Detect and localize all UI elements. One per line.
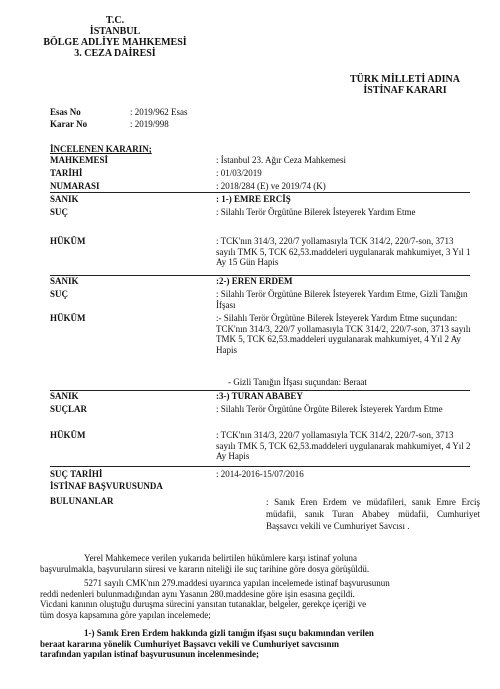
field-value: : İstanbul 23. Ağır Ceza Mahkemesi (216, 155, 346, 165)
field-label: TARİHİ (50, 168, 83, 178)
karar-value: : 2019/998 (130, 119, 169, 129)
court-line-name: BÖLGE ADLİYE MAHKEMESİ (43, 37, 187, 48)
field-value: : 2018/284 (E) ve 2019/74 (K) (216, 181, 326, 191)
paragraph-line: tüm dosya kapsamına göre yapılan incelemede; (40, 609, 211, 620)
court-line-city: İSTANBUL (89, 26, 141, 37)
field-label: MAHKEMESİ (50, 155, 109, 165)
paragraph-line: Vicdani kanının oluştuğu duruşma sürecini yansıtan tutanaklar, belgeler, gerekçe içeriği ve (40, 599, 367, 610)
field-label: BULUNANLAR (50, 496, 114, 506)
court-line-tc: T.C. (105, 15, 125, 26)
field-value: : TCK'nın 314/3, 220/7 yollamasıyla TCK 314/2, 220/7-son, 3713 sayılı TMK 5, TCK 62,53.maddeleri uygulanarak mahkumiyet, 3 Yıl 1 Ay 15 Gün Hapis (216, 236, 471, 267)
field-value: :2-) EREN ERDEM (216, 276, 293, 286)
field-label: İSTİNAF BAŞVURUSUNDA (50, 481, 163, 491)
separator-line (50, 192, 470, 193)
field-label: NUMARASI (50, 181, 100, 191)
field-label: SANIK (50, 276, 79, 286)
court-header (30, 15, 200, 59)
field-label: HÜKÜM (50, 236, 86, 246)
field-label: HÜKÜM (50, 313, 86, 323)
court-line-chamber: 3. CEZA DAİRESİ (74, 48, 156, 59)
field-value: : Silahlı Terör Örgütüne Bilerek İsteyerek Yardım Etme (216, 207, 416, 217)
decision-title (330, 74, 480, 96)
field-label: SUÇ TARİHİ (50, 469, 103, 479)
field-label: SANIK (50, 391, 79, 401)
paragraph-line: 1-) Sanık Eren Erdem hakkında gizli tanığın ifşası suçu bakımından verilen (84, 628, 374, 638)
separator-line (50, 466, 470, 467)
paragraph-section-1 (40, 628, 470, 660)
field-label: SUÇLAR (50, 404, 88, 414)
field-label: SUÇ (50, 207, 69, 217)
field-label: SANIK (50, 194, 79, 204)
field-value: : 2014-2016-15/07/2016 (216, 469, 304, 479)
paragraph-line: 5271 sayılı CMK'nın 279.maddesi uyarınca yapılan incelemede istinaf başvurusunun (84, 578, 390, 588)
field-value: : 1-) EMRE ERCİŞ (216, 194, 291, 204)
paragraph-line: başvurulmakla, başvuruların süresi ve kararın niteliği ile suç tarihine göre dosya görüşüldü. (40, 563, 370, 574)
esas-label: Esas No (50, 107, 81, 117)
paragraph-line: Yerel Mahkemece verilen yukarıda belirtilen hükümlere karşı istinaf yoluna (84, 553, 357, 563)
karar-label: Karar No (50, 119, 88, 129)
paragraph-intro (40, 553, 470, 574)
field-value: : Silahlı Terör Örgütüne Örgüte Bilerek İsteyerek Yardım Etme (216, 404, 443, 414)
field-value: :3-) TURAN ABABEY (216, 391, 303, 401)
field-value: : Sanık Eren Erdem ve müdafileri, sanık Emre Erciş müdafii, sanık Turan Ababey müdafii, Cumhuriyet Başsavcı vekili ve Cumhuriyet Savcısı . (266, 497, 480, 531)
paragraph-review (40, 578, 470, 620)
field-label: SUÇ (50, 289, 69, 299)
paragraph-line: beraat kararına yönelik Cumhuriyet Başsavcı vekili ve Cumhuriyet savcısının (40, 638, 340, 649)
paragraph-line: tarafından yapılan istinaf başvurusunun incelenmesinde; (40, 649, 260, 660)
esas-value: : 2019/962 Esas (130, 107, 188, 117)
field-value: :- Silahlı Terör Örgütüne Bilerek İsteyerek Yardım Etme suçundan: TCK'nın 314/3, 220/7 yollamasıyla TCK 314/2, 220/7-son, 3713 sayılı TMK 5, TCK 62,53.maddeleri uygulanarak mahkumiyet, 4 Yıl 2 Ay Hapis (216, 313, 471, 355)
field-value: - Gizli Tanığın İfşası suçundan: Beraat (228, 377, 367, 387)
title-line-type: İSTİNAF KARARI (363, 85, 447, 96)
field-value: : TCK'nın 314/3, 220/7 yollamasıyla TCK 314/2, 220/7-son, 3713 sayılı TMK 5, TCK 62,53.maddeleri uygulanarak mahkumiyet, 4 Yıl 2 Ay Hapis (216, 430, 471, 461)
field-value: : Silahlı Terör Örgütüne Bilerek İsteyerek Yardım Etme, Gizli Tanığın İfşası (216, 289, 468, 310)
paragraph-line: reddi nedenleri bulunmadığından aynı Yasanın 280.maddesine göre işin esasına geçildi. (40, 588, 355, 599)
field-value: : 01/03/2019 (216, 168, 262, 178)
reviewed-heading: İNCELENEN KARARIN; (50, 144, 152, 154)
title-line-nation: TÜRK MİLLETİ ADINA (349, 74, 461, 85)
field-label: HÜKÜM (50, 430, 86, 440)
